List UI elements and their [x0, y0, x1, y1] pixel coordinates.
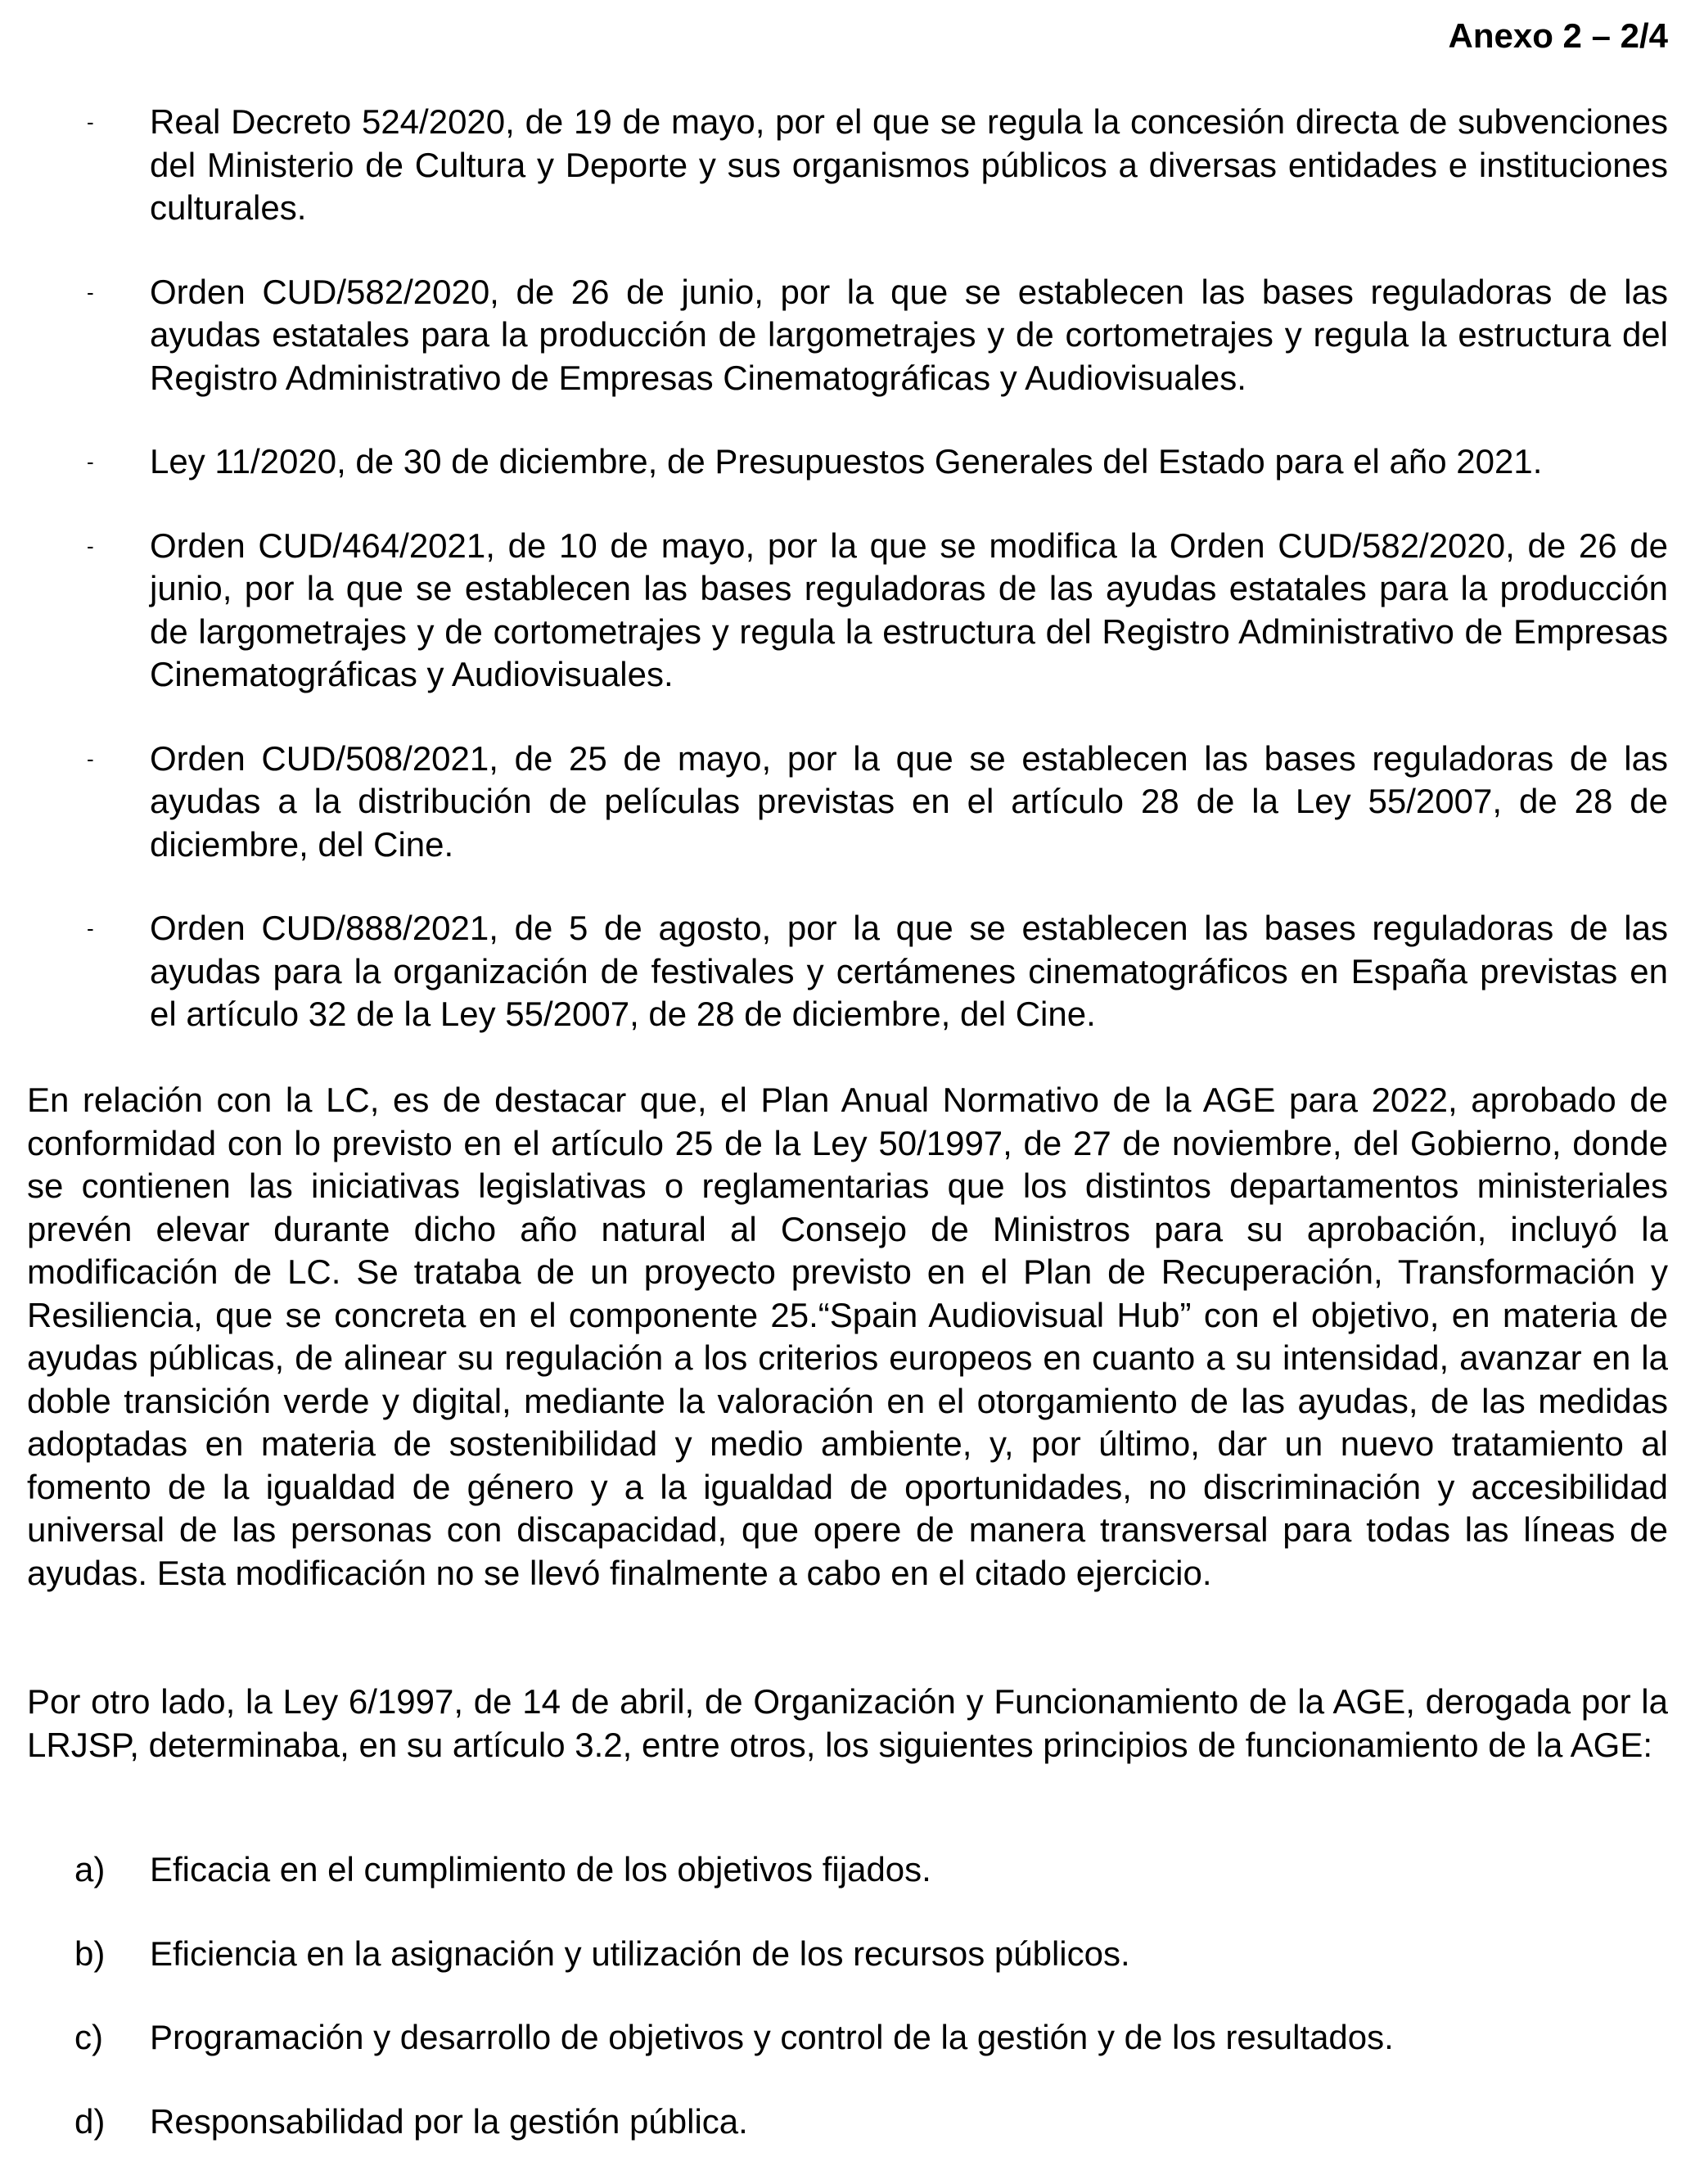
regulation-text: Ley 11/2020, de 30 de diciembre, de Presupuestos Generales del Estado para el año 2021.: [150, 442, 1543, 481]
regulation-list-item: [27, 101, 1668, 230]
regulation-text: Orden CUD/888/2021, de 5 de agosto, por la que se establecen las bases reguladoras de las ayudas para la organización de festivales y certámenes cinematográficos en España previstas en el artículo 32 de la Ley 55/2007, de 28 de diciembre, del Cine.: [150, 909, 1668, 1033]
bullet-marker: -: [87, 449, 94, 474]
plan-normativo-paragraph: En relación con la LC, es de destacar que, el Plan Anual Normativo de la AGE para 2022, aprobado de conformidad con lo previsto en el artículo 25 de la Ley 50/1997, de 27 de noviembre, del Gobierno, donde se contienen las iniciativas legislativas o reglamentarias que los distintos departamentos ministeriales prevén elevar durante dicho año natural al Consejo de Ministros para su aprobación, incluyó la modificación de LC. Se trataba de un proyecto previsto en el Plan de Recuperación, Transformación y Resiliencia, que se concreta en el componente 25.“Spain Audiovisual Hub” con el objetivo, en materia de ayudas públicas, de alinear su regulación a los criterios europeos en cuanto a su intensidad, avanzar en la doble transición verde y digital, mediante la valoración en el otorgamiento de las ayudas, de las medidas adoptadas en materia de sostenibilidad y medio ambiente, y, por último, dar un nuevo tratamiento al fomento de la igualdad de género y a la igualdad de oportunidades, no discriminación y accesibilidad universal de las personas con discapacidad, que opere de manera transversal para todas las líneas de ayudas. Esta modificación no se llevó finalmente a cabo en el citado ejercicio.: [27, 1081, 1668, 1592]
bullet-marker: -: [87, 916, 94, 941]
principle-text: Responsabilidad por la gestión pública.: [150, 2101, 748, 2141]
principle-list-item: [27, 2101, 1668, 2144]
principles-intro-paragraph: Por otro lado, la Ley 6/1997, de 14 de abril, de Organización y Funcionamiento de la AGE, derogada por la LRJSP, determinaba, en su artículo 3.2, entre otros, los siguientes principios de funcionamiento de la AGE:: [27, 1682, 1668, 1764]
principle-text: Eficiencia en la asignación y utilización de los recursos públicos.: [150, 1934, 1130, 1973]
regulation-text: Orden CUD/582/2020, de 26 de junio, por la que se establecen las bases reguladoras de las ayudas estatales para la producción de largometrajes y de cortometrajes y regula la estructura del Registro Administrativo de Empresas Cinematográficas y Audiovisuales.: [150, 272, 1668, 397]
regulation-list: [27, 101, 1668, 1077]
regulation-list-item: [27, 440, 1668, 484]
principle-list-item: [27, 1933, 1668, 1976]
principle-marker: d): [74, 2101, 106, 2141]
bullet-marker: -: [87, 279, 94, 305]
bullet-marker: -: [87, 110, 94, 134]
principle-text: Programación y desarrollo de objetivos y control de la gestión y de los resultados.: [150, 2018, 1394, 2056]
regulation-text: Real Decreto 524/2020, de 19 de mayo, por el que se regula la concesión directa de subvenciones del Ministerio de Cultura y Deporte y sus organismos públicos a diversas entidades e instituciones culturales.: [150, 102, 1668, 227]
principles-list: [27, 1848, 1668, 2184]
principle-list-item: [27, 2016, 1668, 2060]
bullet-marker: -: [87, 746, 94, 771]
regulation-list-item: [27, 271, 1668, 400]
principle-marker: a): [74, 1850, 106, 1888]
regulation-text: Orden CUD/464/2021, de 10 de mayo, por la que se modifica la Orden CUD/582/2020, de 26 de junio, por la que se establecen las bases reguladoras de las ayudas estatales para la producción de largometrajes y de cortometrajes y regula la estructura del Registro Administrativo de Empresas Cinematográficas y Audiovisuales.: [150, 526, 1668, 693]
bullet-marker: -: [87, 533, 94, 558]
regulation-text: Orden CUD/508/2021, de 25 de mayo, por la que se establecen las bases reguladoras de las ayudas a la distribución de películas previstas en el artículo 28 de la Ley 55/2007, de 28 de diciembre, del Cine.: [150, 738, 1668, 864]
regulation-list-item: [27, 738, 1668, 867]
principle-list-item: [27, 1848, 1668, 1892]
principle-text: Eficacia en el cumplimiento de los objetivos fijados.: [150, 1850, 931, 1888]
principle-marker: c): [74, 2018, 103, 2056]
annex-page-label: Anexo 2 – 2/4: [1448, 16, 1668, 55]
regulation-list-item: [27, 907, 1668, 1036]
principle-marker: b): [74, 1934, 106, 1973]
regulation-list-item: [27, 525, 1668, 697]
